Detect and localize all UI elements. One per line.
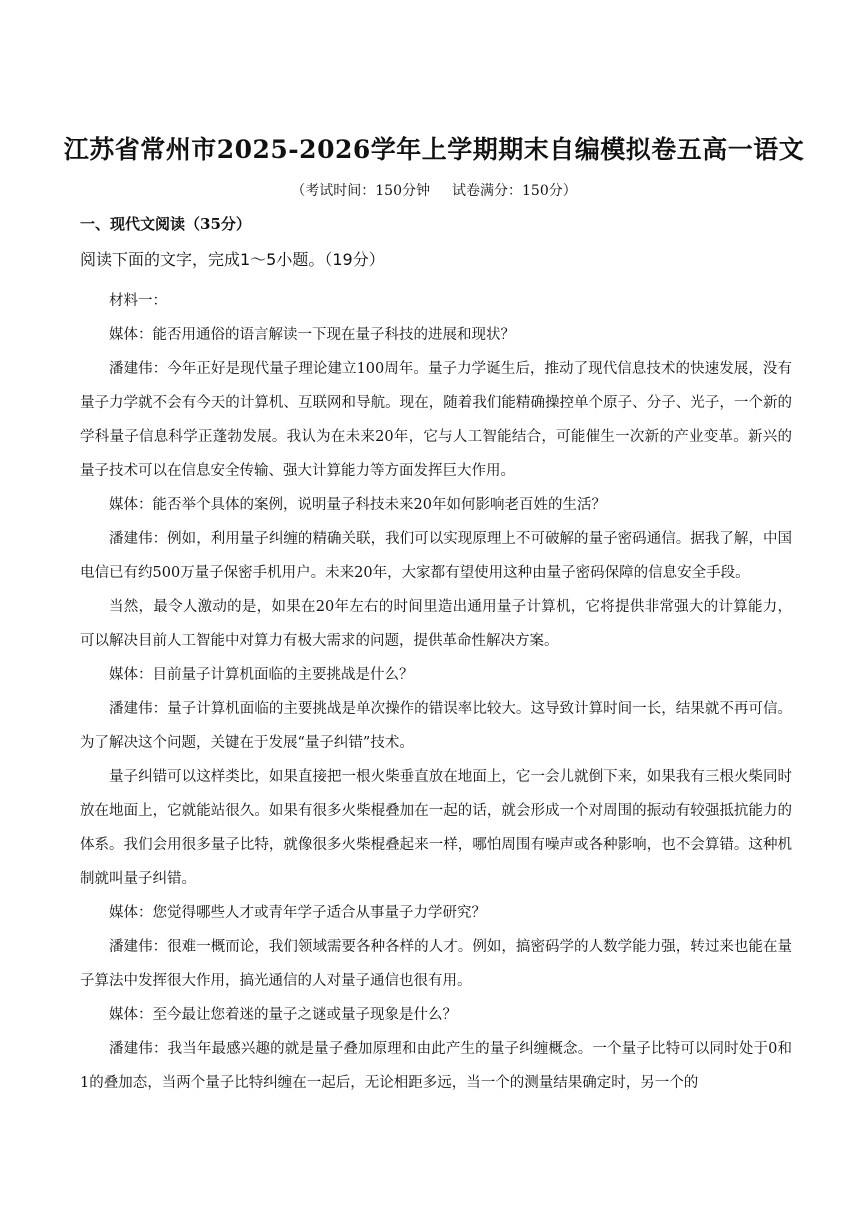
paragraph: 媒体：您觉得哪些人才或青年学子适合从事量子力学研究？ bbox=[109, 905, 486, 921]
paragraph: 量子纠错可以这样类比，如果直接把一根火柴垂直放在地面上，它一会儿就倒下来，如果我有三根火柴同时放在地面上，它就能站很久。如果有很多火柴棍叠加在一起的话，就会形成一个对周围的振动有较强抵抗能力的体系。我们会用很多量子比特，就像很多火柴棍叠起来一样，哪怕周围有噪声或各种影响，也不会算错。这种机制就叫量子纠错。 bbox=[80, 769, 792, 887]
paragraph: 潘建伟：我当年最感兴趣的就是量子叠加原理和由此产生的量子纠缠概念。一个量子比特可以同时处于0和1的叠加态，当两个量子比特纠缠在一起后，无论相距多远，当一个的测量结果确定时，另一个的 bbox=[80, 1041, 792, 1091]
paragraph: 媒体：能否用通俗的语言解读一下现在量子科技的进展和现状？ bbox=[109, 327, 515, 343]
full-score: 试卷满分：150分） bbox=[452, 183, 577, 199]
exam-time: （考试时间：150分钟 bbox=[291, 183, 430, 199]
passage-body bbox=[80, 284, 792, 1100]
section-heading: 一、现代文阅读（35分） bbox=[80, 215, 251, 233]
paragraph: 媒体：目前量子计算机面临的主要挑战是什么？ bbox=[109, 667, 414, 683]
paragraph: 潘建伟：今年正好是现代量子理论建立100周年。量子力学诞生后，推动了现代信息技术的快速发展，没有量子力学就不会有今天的计算机、互联网和导航。现在，随着我们能精确操控单个原子、分子、光子，一个新的学科量子信息科学正蓬勃发展。我认为在未来20年，它与人工智能结合，可能催生一次新的产业变革。新兴的量子技术可以在信息安全传输、强大计算能力等方面发挥巨大作用。 bbox=[80, 361, 792, 479]
paragraph: 媒体：至今最让您着迷的量子之谜或量子现象是什么？ bbox=[109, 1007, 457, 1023]
paragraph: 媒体：能否举个具体的案例，说明量子科技未来20年如何影响老百姓的生活？ bbox=[109, 497, 606, 513]
reading-instruction: 阅读下面的文字，完成1～5小题。（19分） bbox=[80, 250, 385, 269]
paragraph: 潘建伟：例如，利用量子纠缠的精确关联，我们可以实现原理上不可破解的量子密码通信。据我了解，中国电信已有约500万量子保密手机用户。未来20年，大家都有望使用这种由量子密码保障的信息安全手段。 bbox=[80, 531, 792, 581]
paragraph: 潘建伟：很难一概而论，我们领域需要各种各样的人才。例如，搞密码学的人数学能力强，转过来也能在量子算法中发挥很大作用，搞光通信的人对量子通信也很有用。 bbox=[80, 939, 792, 989]
material-label: 材料一： bbox=[109, 293, 167, 309]
exam-subtitle bbox=[0, 180, 868, 200]
paragraph: 潘建伟：量子计算机面临的主要挑战是单次操作的错误率比较大。这导致计算时间一长，结果就不再可信。为了解决这个问题，关键在于发展“量子纠错”技术。 bbox=[80, 701, 792, 751]
exam-title: 江苏省常州市2025-2026学年上学期期末自编模拟卷五高一语文 bbox=[63, 135, 805, 164]
paragraph: 当然，最令人激动的是，如果在20年左右的时间里造出通用量子计算机，它将提供非常强大的计算能力，可以解决目前人工智能中对算力有极大需求的问题，提供革命性解决方案。 bbox=[80, 599, 792, 649]
